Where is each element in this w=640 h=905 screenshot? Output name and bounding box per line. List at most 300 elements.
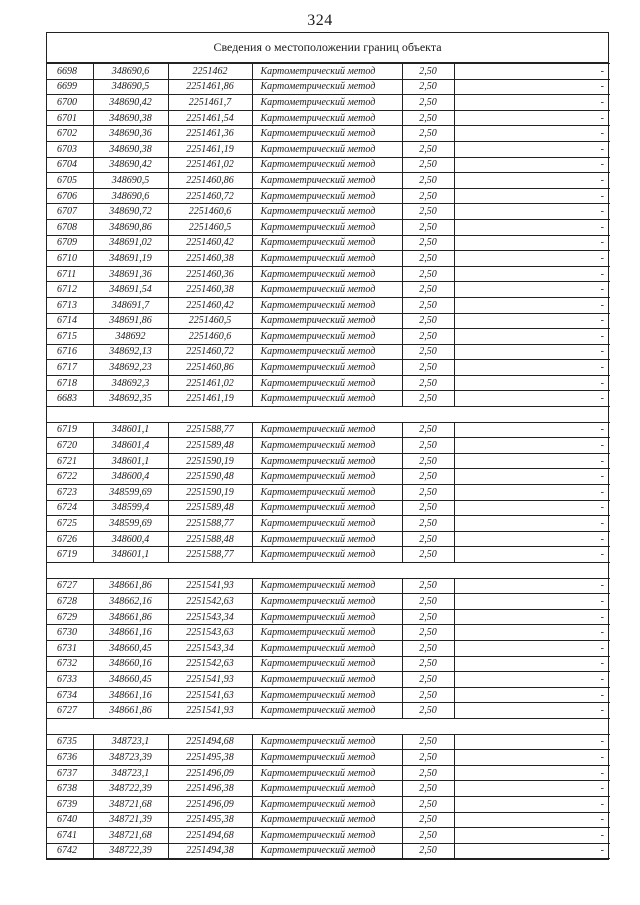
precision-cell: 2,50 xyxy=(402,126,454,142)
point-number-cell: 6713 xyxy=(47,297,93,313)
precision-cell: 2,50 xyxy=(402,297,454,313)
point-number-cell: 6741 xyxy=(47,828,93,844)
x-coordinate-cell: 348690,6 xyxy=(93,188,168,204)
precision-cell: 2,50 xyxy=(402,765,454,781)
table-row xyxy=(47,672,610,688)
description-cell: - xyxy=(454,313,610,329)
precision-cell: 2,50 xyxy=(402,843,454,859)
point-number-cell: 6683 xyxy=(47,391,93,407)
precision-cell: 2,50 xyxy=(402,422,454,438)
description-cell: - xyxy=(454,297,610,313)
precision-cell: 2,50 xyxy=(402,609,454,625)
precision-cell: 2,50 xyxy=(402,531,454,547)
method-cell: Картометрический метод xyxy=(252,110,402,126)
precision-cell: 2,50 xyxy=(402,329,454,345)
precision-cell: 2,50 xyxy=(402,453,454,469)
point-number-cell: 6731 xyxy=(47,640,93,656)
table-row xyxy=(47,531,610,547)
description-cell: - xyxy=(454,204,610,220)
method-cell: Картометрический метод xyxy=(252,344,402,360)
method-cell: Картометрический метод xyxy=(252,141,402,157)
table-row xyxy=(47,609,610,625)
table-row xyxy=(47,141,610,157)
x-coordinate-cell: 348722,39 xyxy=(93,843,168,859)
y-coordinate-cell: 2251590,19 xyxy=(168,485,252,501)
precision-cell: 2,50 xyxy=(402,547,454,563)
separator-cell xyxy=(47,718,610,734)
point-number-cell: 6724 xyxy=(47,500,93,516)
y-coordinate-cell: 2251495,38 xyxy=(168,812,252,828)
precision-cell: 2,50 xyxy=(402,750,454,766)
point-number-cell: 6714 xyxy=(47,313,93,329)
table-row xyxy=(47,251,610,267)
point-number-cell: 6698 xyxy=(47,64,93,80)
table-row xyxy=(47,734,610,750)
description-cell: - xyxy=(454,329,610,345)
x-coordinate-cell: 348691,36 xyxy=(93,266,168,282)
y-coordinate-cell: 2251460,5 xyxy=(168,313,252,329)
precision-cell: 2,50 xyxy=(402,157,454,173)
point-number-cell: 6733 xyxy=(47,672,93,688)
x-coordinate-cell: 348601,1 xyxy=(93,453,168,469)
method-cell: Картометрический метод xyxy=(252,609,402,625)
y-coordinate-cell: 2251460,6 xyxy=(168,329,252,345)
method-cell: Картометрический метод xyxy=(252,656,402,672)
description-cell: - xyxy=(454,703,610,719)
description-cell: - xyxy=(454,812,610,828)
description-cell: - xyxy=(454,500,610,516)
precision-cell: 2,50 xyxy=(402,64,454,80)
table-row xyxy=(47,640,610,656)
description-cell: - xyxy=(454,469,610,485)
description-cell: - xyxy=(454,796,610,812)
table-row xyxy=(47,703,610,719)
point-number-cell: 6702 xyxy=(47,126,93,142)
x-coordinate-cell: 348599,69 xyxy=(93,516,168,532)
precision-cell: 2,50 xyxy=(402,812,454,828)
table-row xyxy=(47,765,610,781)
precision-cell: 2,50 xyxy=(402,672,454,688)
method-cell: Картометрический метод xyxy=(252,422,402,438)
precision-cell: 2,50 xyxy=(402,219,454,235)
table-row xyxy=(47,594,610,610)
x-coordinate-cell: 348723,39 xyxy=(93,750,168,766)
y-coordinate-cell: 2251588,48 xyxy=(168,531,252,547)
table-row xyxy=(47,173,610,189)
precision-cell: 2,50 xyxy=(402,235,454,251)
x-coordinate-cell: 348661,16 xyxy=(93,687,168,703)
method-cell: Картометрический метод xyxy=(252,703,402,719)
point-number-cell: 6712 xyxy=(47,282,93,298)
point-number-cell: 6729 xyxy=(47,609,93,625)
table-row xyxy=(47,297,610,313)
table-row xyxy=(47,329,610,345)
point-number-cell: 6707 xyxy=(47,204,93,220)
x-coordinate-cell: 348723,1 xyxy=(93,734,168,750)
separator-cell xyxy=(47,407,610,423)
table-row xyxy=(47,843,610,859)
x-coordinate-cell: 348662,16 xyxy=(93,594,168,610)
method-cell: Картометрический метод xyxy=(252,516,402,532)
method-cell: Картометрический метод xyxy=(252,235,402,251)
y-coordinate-cell: 2251462 xyxy=(168,64,252,80)
table-row xyxy=(47,266,610,282)
table-row xyxy=(47,64,610,80)
table-row xyxy=(47,750,610,766)
precision-cell: 2,50 xyxy=(402,375,454,391)
y-coordinate-cell: 2251496,09 xyxy=(168,796,252,812)
x-coordinate-cell: 348690,6 xyxy=(93,64,168,80)
x-coordinate-cell: 348600,4 xyxy=(93,469,168,485)
description-cell: - xyxy=(454,157,610,173)
point-number-cell: 6705 xyxy=(47,173,93,189)
point-number-cell: 6740 xyxy=(47,812,93,828)
y-coordinate-cell: 2251541,93 xyxy=(168,578,252,594)
method-cell: Картометрический метод xyxy=(252,282,402,298)
precision-cell: 2,50 xyxy=(402,594,454,610)
y-coordinate-cell: 2251461,02 xyxy=(168,375,252,391)
x-coordinate-cell: 348692 xyxy=(93,329,168,345)
point-number-cell: 6709 xyxy=(47,235,93,251)
x-coordinate-cell: 348690,42 xyxy=(93,157,168,173)
x-coordinate-cell: 348601,1 xyxy=(93,547,168,563)
table-row xyxy=(47,500,610,516)
y-coordinate-cell: 2251461,86 xyxy=(168,79,252,95)
y-coordinate-cell: 2251461,19 xyxy=(168,391,252,407)
precision-cell: 2,50 xyxy=(402,188,454,204)
method-cell: Картометрический метод xyxy=(252,329,402,345)
description-cell: - xyxy=(454,734,610,750)
method-cell: Картометрический метод xyxy=(252,578,402,594)
x-coordinate-cell: 348721,68 xyxy=(93,828,168,844)
table-row xyxy=(47,469,610,485)
y-coordinate-cell: 2251541,93 xyxy=(168,672,252,688)
precision-cell: 2,50 xyxy=(402,625,454,641)
method-cell: Картометрический метод xyxy=(252,157,402,173)
description-cell: - xyxy=(454,391,610,407)
point-number-cell: 6716 xyxy=(47,344,93,360)
y-coordinate-cell: 2251589,48 xyxy=(168,500,252,516)
description-cell: - xyxy=(454,173,610,189)
y-coordinate-cell: 2251460,36 xyxy=(168,266,252,282)
precision-cell: 2,50 xyxy=(402,796,454,812)
y-coordinate-cell: 2251494,68 xyxy=(168,828,252,844)
table-row xyxy=(47,828,610,844)
y-coordinate-cell: 2251589,48 xyxy=(168,438,252,454)
y-coordinate-cell: 2251461,54 xyxy=(168,110,252,126)
precision-cell: 2,50 xyxy=(402,485,454,501)
method-cell: Картометрический метод xyxy=(252,297,402,313)
point-number-cell: 6730 xyxy=(47,625,93,641)
point-number-cell: 6719 xyxy=(47,547,93,563)
description-cell: - xyxy=(454,516,610,532)
precision-cell: 2,50 xyxy=(402,251,454,267)
method-cell: Картометрический метод xyxy=(252,734,402,750)
precision-cell: 2,50 xyxy=(402,95,454,111)
point-number-cell: 6739 xyxy=(47,796,93,812)
x-coordinate-cell: 348690,42 xyxy=(93,95,168,111)
y-coordinate-cell: 2251543,34 xyxy=(168,640,252,656)
x-coordinate-cell: 348721,68 xyxy=(93,796,168,812)
precision-cell: 2,50 xyxy=(402,391,454,407)
table-row xyxy=(47,188,610,204)
y-coordinate-cell: 2251496,09 xyxy=(168,765,252,781)
precision-cell: 2,50 xyxy=(402,204,454,220)
x-coordinate-cell: 348691,86 xyxy=(93,313,168,329)
table-row xyxy=(47,204,610,220)
description-cell: - xyxy=(454,422,610,438)
method-cell: Картометрический метод xyxy=(252,438,402,454)
method-cell: Картометрический метод xyxy=(252,204,402,220)
x-coordinate-cell: 348692,3 xyxy=(93,375,168,391)
point-number-cell: 6721 xyxy=(47,453,93,469)
x-coordinate-cell: 348692,13 xyxy=(93,344,168,360)
y-coordinate-cell: 2251460,6 xyxy=(168,204,252,220)
table-row xyxy=(47,235,610,251)
precision-cell: 2,50 xyxy=(402,703,454,719)
precision-cell: 2,50 xyxy=(402,640,454,656)
x-coordinate-cell: 348692,35 xyxy=(93,391,168,407)
x-coordinate-cell: 348690,5 xyxy=(93,79,168,95)
precision-cell: 2,50 xyxy=(402,344,454,360)
y-coordinate-cell: 2251543,34 xyxy=(168,609,252,625)
method-cell: Картометрический метод xyxy=(252,796,402,812)
method-cell: Картометрический метод xyxy=(252,672,402,688)
method-cell: Картометрический метод xyxy=(252,219,402,235)
precision-cell: 2,50 xyxy=(402,79,454,95)
description-cell: - xyxy=(454,95,610,111)
method-cell: Картометрический метод xyxy=(252,453,402,469)
table-row xyxy=(47,656,610,672)
precision-cell: 2,50 xyxy=(402,828,454,844)
point-number-cell: 6708 xyxy=(47,219,93,235)
description-cell: - xyxy=(454,251,610,267)
table-row xyxy=(47,79,610,95)
description-cell: - xyxy=(454,126,610,142)
x-coordinate-cell: 348660,45 xyxy=(93,640,168,656)
table-row xyxy=(47,375,610,391)
description-cell: - xyxy=(454,453,610,469)
method-cell: Картометрический метод xyxy=(252,531,402,547)
description-cell: - xyxy=(454,266,610,282)
point-number-cell: 6706 xyxy=(47,188,93,204)
precision-cell: 2,50 xyxy=(402,282,454,298)
method-cell: Картометрический метод xyxy=(252,375,402,391)
method-cell: Картометрический метод xyxy=(252,781,402,797)
method-cell: Картометрический метод xyxy=(252,79,402,95)
point-number-cell: 6727 xyxy=(47,703,93,719)
method-cell: Картометрический метод xyxy=(252,485,402,501)
description-cell: - xyxy=(454,765,610,781)
point-number-cell: 6728 xyxy=(47,594,93,610)
point-number-cell: 6715 xyxy=(47,329,93,345)
x-coordinate-cell: 348691,02 xyxy=(93,235,168,251)
y-coordinate-cell: 2251460,42 xyxy=(168,297,252,313)
x-coordinate-cell: 348601,4 xyxy=(93,438,168,454)
precision-cell: 2,50 xyxy=(402,469,454,485)
point-number-cell: 6717 xyxy=(47,360,93,376)
precision-cell: 2,50 xyxy=(402,500,454,516)
y-coordinate-cell: 2251541,63 xyxy=(168,687,252,703)
x-coordinate-cell: 348660,16 xyxy=(93,656,168,672)
precision-cell: 2,50 xyxy=(402,360,454,376)
method-cell: Картометрический метод xyxy=(252,547,402,563)
point-number-cell: 6732 xyxy=(47,656,93,672)
description-cell: - xyxy=(454,79,610,95)
point-number-cell: 6734 xyxy=(47,687,93,703)
y-coordinate-cell: 2251460,72 xyxy=(168,344,252,360)
y-coordinate-cell: 2251460,86 xyxy=(168,173,252,189)
description-cell: - xyxy=(454,547,610,563)
method-cell: Картометрический метод xyxy=(252,95,402,111)
description-cell: - xyxy=(454,344,610,360)
x-coordinate-cell: 348690,38 xyxy=(93,141,168,157)
point-number-cell: 6725 xyxy=(47,516,93,532)
description-cell: - xyxy=(454,594,610,610)
description-cell: - xyxy=(454,609,610,625)
method-cell: Картометрический метод xyxy=(252,500,402,516)
method-cell: Картометрический метод xyxy=(252,765,402,781)
description-cell: - xyxy=(454,485,610,501)
y-coordinate-cell: 2251542,63 xyxy=(168,656,252,672)
y-coordinate-cell: 2251461,02 xyxy=(168,157,252,173)
y-coordinate-cell: 2251543,63 xyxy=(168,625,252,641)
point-number-cell: 6699 xyxy=(47,79,93,95)
point-number-cell: 6742 xyxy=(47,843,93,859)
description-cell: - xyxy=(454,578,610,594)
x-coordinate-cell: 348690,5 xyxy=(93,173,168,189)
x-coordinate-cell: 348601,1 xyxy=(93,422,168,438)
x-coordinate-cell: 348721,39 xyxy=(93,812,168,828)
method-cell: Картометрический метод xyxy=(252,266,402,282)
point-number-cell: 6703 xyxy=(47,141,93,157)
separator-cell xyxy=(47,563,610,579)
description-cell: - xyxy=(454,64,610,80)
y-coordinate-cell: 2251494,38 xyxy=(168,843,252,859)
method-cell: Картометрический метод xyxy=(252,828,402,844)
x-coordinate-cell: 348660,45 xyxy=(93,672,168,688)
precision-cell: 2,50 xyxy=(402,656,454,672)
precision-cell: 2,50 xyxy=(402,173,454,189)
y-coordinate-cell: 2251588,77 xyxy=(168,547,252,563)
x-coordinate-cell: 348661,16 xyxy=(93,625,168,641)
description-cell: - xyxy=(454,625,610,641)
x-coordinate-cell: 348661,86 xyxy=(93,609,168,625)
x-coordinate-cell: 348600,4 xyxy=(93,531,168,547)
point-number-cell: 6704 xyxy=(47,157,93,173)
x-coordinate-cell: 348599,69 xyxy=(93,485,168,501)
table-row xyxy=(47,157,610,173)
precision-cell: 2,50 xyxy=(402,313,454,329)
method-cell: Картометрический метод xyxy=(252,843,402,859)
description-cell: - xyxy=(454,360,610,376)
description-cell: - xyxy=(454,687,610,703)
description-cell: - xyxy=(454,750,610,766)
x-coordinate-cell: 348690,86 xyxy=(93,219,168,235)
description-cell: - xyxy=(454,843,610,859)
table-row xyxy=(47,578,610,594)
x-coordinate-cell: 348599,4 xyxy=(93,500,168,516)
precision-cell: 2,50 xyxy=(402,734,454,750)
description-cell: - xyxy=(454,141,610,157)
method-cell: Картометрический метод xyxy=(252,188,402,204)
precision-cell: 2,50 xyxy=(402,141,454,157)
table-row xyxy=(47,453,610,469)
point-number-cell: 6738 xyxy=(47,781,93,797)
method-cell: Картометрический метод xyxy=(252,640,402,656)
precision-cell: 2,50 xyxy=(402,687,454,703)
point-number-cell: 6735 xyxy=(47,734,93,750)
precision-cell: 2,50 xyxy=(402,438,454,454)
table-header-title: Сведения о местоположении границ объекта xyxy=(47,33,608,63)
method-cell: Картометрический метод xyxy=(252,687,402,703)
description-cell: - xyxy=(454,375,610,391)
method-cell: Картометрический метод xyxy=(252,313,402,329)
x-coordinate-cell: 348691,54 xyxy=(93,282,168,298)
x-coordinate-cell: 348661,86 xyxy=(93,578,168,594)
table-row xyxy=(47,485,610,501)
table-row xyxy=(47,282,610,298)
y-coordinate-cell: 2251590,48 xyxy=(168,469,252,485)
y-coordinate-cell: 2251590,19 xyxy=(168,453,252,469)
description-cell: - xyxy=(454,531,610,547)
method-cell: Картометрический метод xyxy=(252,64,402,80)
description-cell: - xyxy=(454,188,610,204)
y-coordinate-cell: 2251460,86 xyxy=(168,360,252,376)
y-coordinate-cell: 2251542,63 xyxy=(168,594,252,610)
description-cell: - xyxy=(454,235,610,251)
description-cell: - xyxy=(454,640,610,656)
description-cell: - xyxy=(454,828,610,844)
precision-cell: 2,50 xyxy=(402,516,454,532)
x-coordinate-cell: 348690,72 xyxy=(93,204,168,220)
x-coordinate-cell: 348691,7 xyxy=(93,297,168,313)
method-cell: Картометрический метод xyxy=(252,251,402,267)
table-row xyxy=(47,516,610,532)
precision-cell: 2,50 xyxy=(402,266,454,282)
x-coordinate-cell: 348661,86 xyxy=(93,703,168,719)
point-number-cell: 6726 xyxy=(47,531,93,547)
method-cell: Картометрический метод xyxy=(252,469,402,485)
y-coordinate-cell: 2251460,38 xyxy=(168,251,252,267)
y-coordinate-cell: 2251461,36 xyxy=(168,126,252,142)
y-coordinate-cell: 2251461,7 xyxy=(168,95,252,111)
method-cell: Картометрический метод xyxy=(252,594,402,610)
x-coordinate-cell: 348692,23 xyxy=(93,360,168,376)
description-cell: - xyxy=(454,110,610,126)
y-coordinate-cell: 2251461,19 xyxy=(168,141,252,157)
x-coordinate-cell: 348722,39 xyxy=(93,781,168,797)
point-number-cell: 6719 xyxy=(47,422,93,438)
method-cell: Картометрический метод xyxy=(252,750,402,766)
table-row xyxy=(47,422,610,438)
table-row xyxy=(47,391,610,407)
table-row xyxy=(47,360,610,376)
method-cell: Картометрический метод xyxy=(252,173,402,189)
group-separator-row xyxy=(47,407,610,423)
point-number-cell: 6722 xyxy=(47,469,93,485)
method-cell: Картометрический метод xyxy=(252,625,402,641)
description-cell: - xyxy=(454,438,610,454)
x-coordinate-cell: 348690,36 xyxy=(93,126,168,142)
method-cell: Картометрический метод xyxy=(252,391,402,407)
method-cell: Картометрический метод xyxy=(252,812,402,828)
group-separator-row xyxy=(47,718,610,734)
y-coordinate-cell: 2251460,42 xyxy=(168,235,252,251)
point-number-cell: 6720 xyxy=(47,438,93,454)
point-number-cell: 6701 xyxy=(47,110,93,126)
y-coordinate-cell: 2251496,38 xyxy=(168,781,252,797)
